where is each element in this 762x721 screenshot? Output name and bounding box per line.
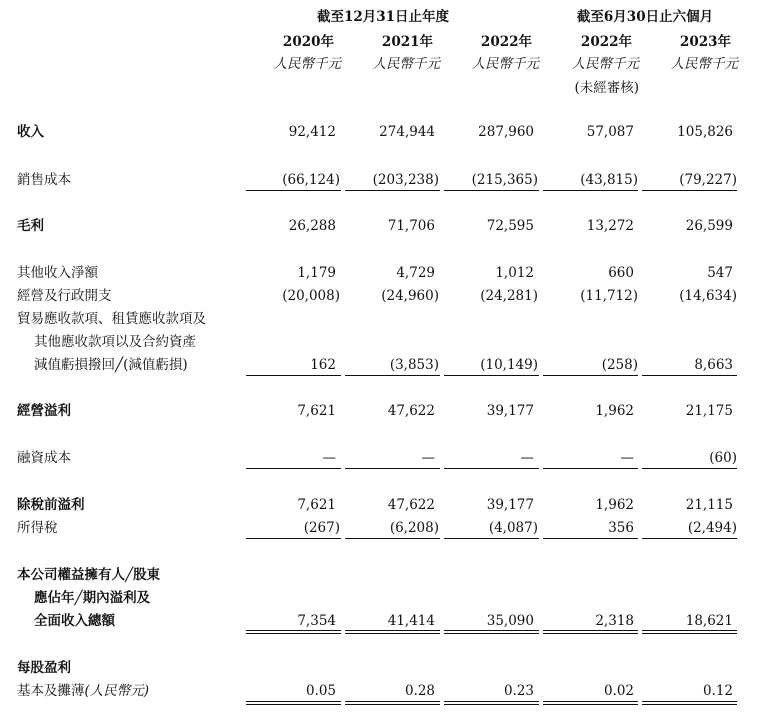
- rule: [345, 704, 440, 705]
- row-label-total-income-line3: 全面收入總額: [34, 613, 115, 629]
- rule: [246, 375, 341, 376]
- cell: (60): [709, 450, 737, 466]
- rule: [444, 704, 539, 705]
- cell: 26,599: [685, 218, 733, 234]
- rule: [444, 538, 539, 539]
- rule: [642, 468, 737, 469]
- cell: (43,815): [580, 172, 638, 188]
- cell: 0.12: [702, 683, 733, 699]
- rule: [444, 375, 539, 376]
- cell: 274,944: [379, 124, 435, 140]
- rule: [246, 630, 341, 631]
- cell: 35,090: [486, 613, 534, 629]
- cell: (215,365): [471, 172, 538, 188]
- row-label-eps-heading: 每股盈利: [17, 660, 71, 676]
- eps-unit: (人民幣元): [84, 683, 150, 699]
- rule: [444, 190, 539, 191]
- rule: [246, 701, 341, 702]
- row-label-gross-profit: 毛利: [17, 218, 44, 234]
- rule: [246, 704, 341, 705]
- cell: 1,962: [595, 497, 634, 513]
- cell: 0.28: [404, 683, 435, 699]
- cell: (66,124): [282, 172, 340, 188]
- cell: —: [620, 450, 634, 466]
- rule: [345, 468, 440, 469]
- header-unit-2022: 人民幣千元: [471, 56, 539, 72]
- row-label-finance-costs: 融資成本: [17, 450, 71, 466]
- cell: 0.05: [305, 683, 336, 699]
- cell: 1,012: [495, 265, 534, 281]
- row-label-income-tax: 所得稅: [17, 520, 58, 536]
- rule: [543, 704, 638, 705]
- cell: 92,412: [288, 124, 336, 140]
- header-unit-2020: 人民幣千元: [273, 56, 341, 72]
- cell: 0.02: [603, 683, 634, 699]
- header-year-2022: 2022年: [480, 34, 532, 50]
- header-year-2023-interim: 2023年: [679, 34, 731, 50]
- rule: [345, 538, 440, 539]
- row-label-eps-basic-diluted: [17, 683, 149, 699]
- cell: 47,622: [387, 403, 435, 419]
- row-label-impairment-line3: 減值虧損撥回╱(減值虧損): [34, 357, 188, 373]
- rule: [444, 701, 539, 702]
- rule: [246, 633, 341, 634]
- cell: 7,621: [297, 497, 336, 513]
- cell: (3,853): [389, 357, 439, 373]
- cell: 72,595: [486, 218, 534, 234]
- rule: [543, 630, 638, 631]
- rule: [444, 633, 539, 634]
- cell: (258): [601, 357, 638, 373]
- cell: 162: [310, 357, 336, 373]
- cell: 8,663: [694, 357, 733, 373]
- rule: [345, 190, 440, 191]
- eps-label: 基本及攤薄: [17, 683, 85, 699]
- row-label-other-income: 其他收入淨額: [17, 265, 98, 281]
- rule: [642, 190, 737, 191]
- cell: (2,494): [687, 520, 737, 536]
- cell: 356: [608, 520, 634, 536]
- cell: 18,621: [685, 613, 733, 629]
- cell: 660: [608, 265, 634, 281]
- cell: 547: [707, 265, 733, 281]
- cell: 39,177: [486, 497, 534, 513]
- cell: 0.23: [503, 683, 534, 699]
- rule: [642, 375, 737, 376]
- rule: [642, 630, 737, 631]
- cell: (79,227): [679, 172, 737, 188]
- header-year-2020: 2020年: [282, 34, 334, 50]
- row-label-revenue: 收入: [17, 124, 44, 140]
- rule: [543, 190, 638, 191]
- cell: (4,087): [488, 520, 538, 536]
- header-group-interim: 截至6月30日止六個月: [576, 9, 714, 25]
- cell: 71,706: [387, 218, 435, 234]
- cell: 39,177: [486, 403, 534, 419]
- cell: 21,115: [685, 497, 733, 513]
- rule: [444, 468, 539, 469]
- row-label-profit-before-tax: 除稅前溢利: [17, 497, 85, 513]
- row-label-total-income-line2: 應佔年╱期內溢利及: [34, 590, 151, 606]
- row-label-total-income-line1: 本公司權益擁有人╱股東: [17, 567, 161, 583]
- header-year-2022-interim: 2022年: [580, 34, 632, 50]
- cell: 13,272: [586, 218, 634, 234]
- cell: (267): [303, 520, 340, 536]
- rule: [345, 375, 440, 376]
- row-label-cost-of-sales: 銷售成本: [17, 172, 71, 188]
- cell: 21,175: [685, 403, 733, 419]
- cell: 26,288: [288, 218, 336, 234]
- cell: (10,149): [480, 357, 538, 373]
- cell: 1,962: [595, 403, 634, 419]
- header-unit-2021: 人民幣千元: [372, 56, 440, 72]
- cell: 4,729: [396, 265, 435, 281]
- rule: [642, 704, 737, 705]
- row-label-admin-expenses: 經營及行政開支: [17, 288, 112, 304]
- rule: [543, 375, 638, 376]
- cell: (14,634): [679, 288, 737, 304]
- rule: [543, 468, 638, 469]
- cell: 47,622: [387, 497, 435, 513]
- rule: [543, 538, 638, 539]
- rule: [246, 190, 341, 191]
- cell: —: [322, 450, 336, 466]
- cell: 7,621: [297, 403, 336, 419]
- cell: (11,712): [580, 288, 638, 304]
- rule: [345, 630, 440, 631]
- cell: 2,318: [595, 613, 634, 629]
- cell: (6,208): [389, 520, 439, 536]
- rule: [642, 701, 737, 702]
- cell: 105,826: [677, 124, 733, 140]
- header-group-annual: 截至12月31日止年度: [316, 9, 450, 25]
- row-label-impairment-line1: 貿易應收款項、租賃應收款項及: [17, 311, 206, 327]
- rule: [642, 538, 737, 539]
- cell: —: [421, 450, 435, 466]
- rule: [543, 701, 638, 702]
- rule: [444, 630, 539, 631]
- header-year-2021: 2021年: [381, 34, 433, 50]
- header-unit-2023-interim: 人民幣千元: [670, 56, 738, 72]
- cell: 57,087: [586, 124, 634, 140]
- header-unit-2022-interim: 人民幣千元: [571, 56, 639, 72]
- rule: [246, 538, 341, 539]
- cell: (20,008): [282, 288, 340, 304]
- cell: —: [520, 450, 534, 466]
- cell: 7,354: [297, 613, 336, 629]
- rule: [642, 633, 737, 634]
- header-unaudited: (未經審核): [574, 80, 639, 96]
- cell: 1,179: [297, 265, 336, 281]
- rule: [345, 633, 440, 634]
- rule: [345, 701, 440, 702]
- cell: 41,414: [387, 613, 435, 629]
- rule: [543, 633, 638, 634]
- cell: (24,960): [381, 288, 439, 304]
- cell: 287,960: [478, 124, 534, 140]
- row-label-impairment-line2: 其他應收款項以及合約資產: [34, 334, 196, 350]
- rule: [246, 468, 341, 469]
- cell: (203,238): [372, 172, 439, 188]
- row-label-operating-profit: 經營溢利: [17, 403, 71, 419]
- cell: (24,281): [480, 288, 538, 304]
